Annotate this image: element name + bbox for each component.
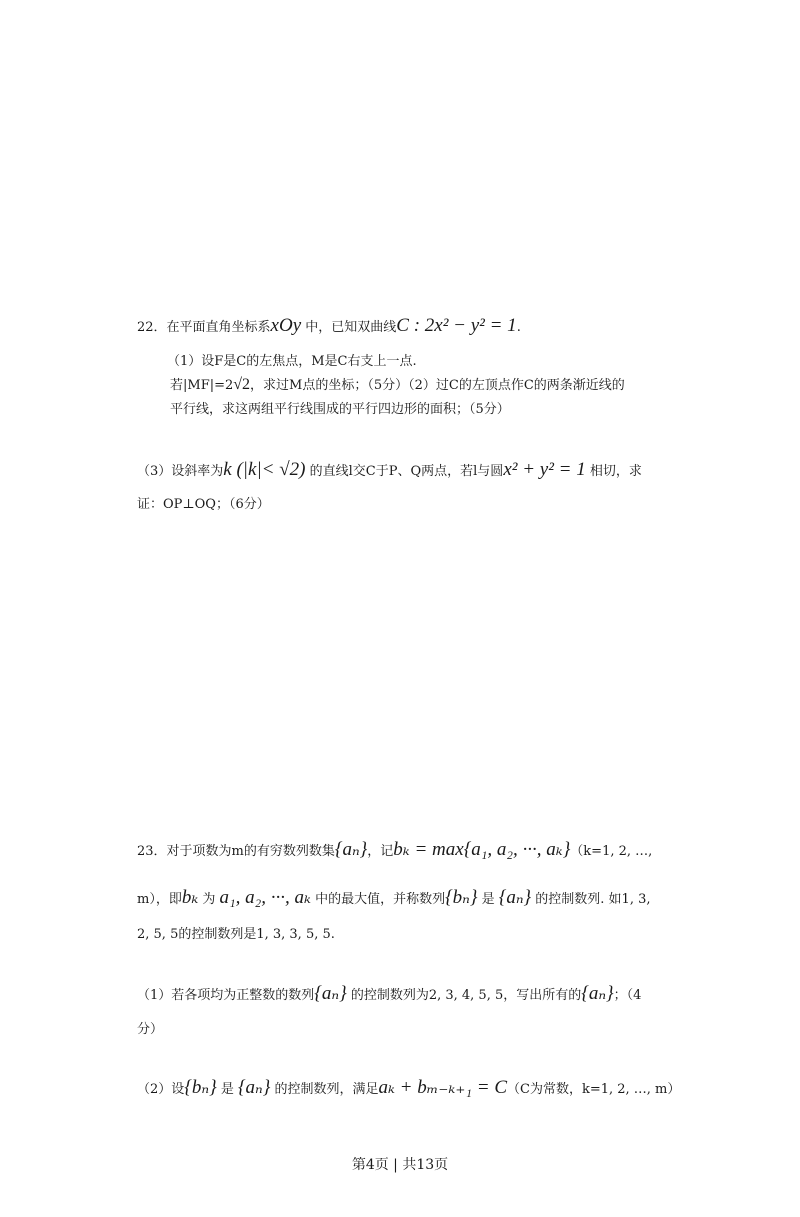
q22-stem: 22．在平面直角坐标系xOy 中，已知双曲线C : 2x² − y² = 1. [137, 315, 521, 336]
q22-part1-line1: （1）设F是C的左焦点，M是C右支上一点. [167, 354, 417, 369]
q23-stem-line3: 2, 5, 5的控制数列是1, 3, 3, 5, 5. [137, 927, 335, 942]
q23-part2-line1: （2）设{bₙ} 是 {aₙ} 的控制数列，满足aₖ + bₘ₋ₖ₊₁ = C（C为常数，k=1, 2, …, m） [137, 1077, 681, 1098]
q22-part1-line3: 平行线，求这两组平行线围成的平行四边形的面积；（5分） [170, 402, 510, 417]
q23-stem-line2: m），即bₖ 为 a₁, a₂, ···, aₖ 中的最大值，并称数列{bₙ} 是 {aₙ} 的控制数列. 如1, 3, [137, 887, 651, 908]
q22-part3-line2: 证：OP⊥OQ；（6分） [137, 497, 270, 512]
q22-part1-line2: 若|MF|=2√2，求过M点的坐标；（5分）（2）过C的左顶点作C的两条渐近线的 [170, 376, 625, 393]
page-footer: 第4页 | 共13页 [351, 1157, 449, 1173]
q22-part3-line1: （3）设斜率为k (|k|< √2) 的直线l交C于P、Q两点，若l与圆x² + y² = 1 相切，求 [137, 459, 642, 480]
q23-stem-line1: 23．对于项数为m的有穷数列数集{aₙ}，记bₖ = max{a₁, a₂, ···, aₖ}（k=1, 2, …, [137, 839, 653, 860]
q23-part1-line2: 分） [137, 1022, 164, 1037]
q23-part1-line1: （1）若各项均为正整数的数列{aₙ} 的控制数列为2, 3, 4, 5, 5，写出所有的{aₙ}；（4 [137, 983, 642, 1004]
